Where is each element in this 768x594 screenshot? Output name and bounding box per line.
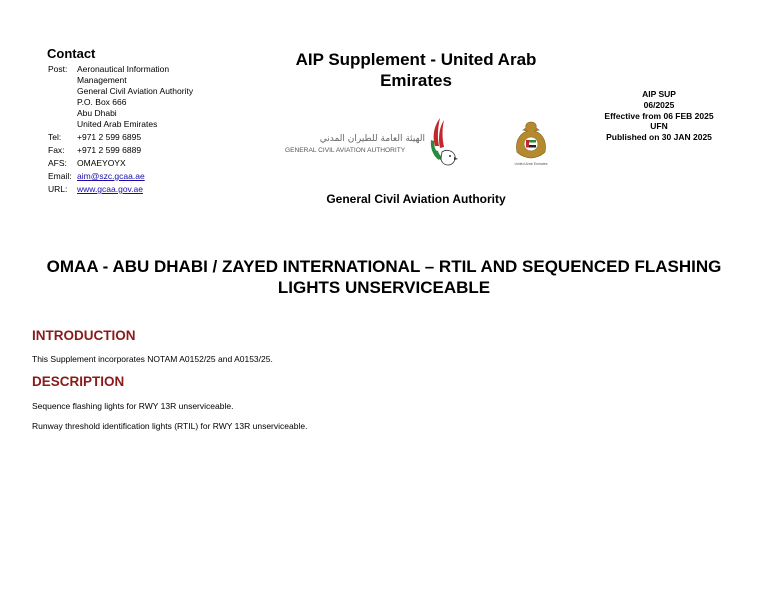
contact-label-afs: AFS: <box>48 158 67 168</box>
sup-ufn: UFN <box>650 121 668 132</box>
description-line-1: Sequence flashing lights for RWY 13R unserviceable. <box>32 401 234 411</box>
contact-block <box>47 46 247 195</box>
uae-emblem-icon <box>509 118 553 162</box>
email-link[interactable]: aim@szc.gcaa.ae <box>77 171 145 181</box>
contact-label-post: Post: <box>48 64 68 74</box>
contact-label-tel: Tel: <box>48 132 62 142</box>
url-link[interactable]: www.gcaa.gov.ae <box>77 184 143 194</box>
sup-label: AIP SUP <box>642 89 676 99</box>
aip-supplement-title: AIP Supplement - United Arab Emirates <box>295 50 537 90</box>
gcaa-logo <box>285 116 465 168</box>
gcaa-logo-arabic: الهيئة العامة للطيران المدني <box>319 134 425 144</box>
contact-value-fax: +971 2 599 6889 <box>77 145 142 155</box>
contact-label-email: Email: <box>48 171 72 181</box>
contact-value-afs: OMAEYOYX <box>77 158 126 168</box>
contact-row-afs <box>47 156 193 169</box>
introduction-text: This Supplement incorporates NOTAM A0152/25 and A0153/25. <box>32 354 273 364</box>
uae-emblem <box>509 118 553 168</box>
contact-value-post: Aeronautical Information Management General Civil Aviation Authority P.O. Box 666 Abu Dhabi United Arab Emirates <box>77 64 194 129</box>
contact-row-fax <box>47 143 193 156</box>
falcon-logo-icon <box>426 116 460 168</box>
authority-name: General Civil Aviation Authority <box>326 192 506 206</box>
contact-label-fax: Fax: <box>48 145 65 155</box>
gcaa-logo-english: GENERAL CIVIL AVIATION AUTHORITY <box>285 147 406 154</box>
introduction-heading: INTRODUCTION <box>32 328 136 343</box>
document-title: OMAA - ABU DHABI / ZAYED INTERNATIONAL – RTIL AND SEQUENCED FLASHING LIGHTS UNSERVICEABLE <box>46 257 722 297</box>
sup-number: 06/2025 <box>643 99 675 110</box>
contact-row-email <box>47 169 193 182</box>
contact-row-url <box>47 182 193 195</box>
contact-value-tel: +971 2 599 6895 <box>77 132 142 142</box>
contact-label-url: URL: <box>48 184 68 194</box>
sup-effective: Effective from 06 FEB 2025 <box>604 110 714 121</box>
sup-published: Published on 30 JAN 2025 <box>606 132 712 143</box>
aip-sup-info <box>604 89 714 143</box>
description-heading: DESCRIPTION <box>32 374 125 389</box>
description-line-2: Runway threshold identification lights (RTIL) for RWY 13R unserviceable. <box>32 421 308 431</box>
contact-row-tel <box>47 130 193 143</box>
emblem-caption: United Arab Emirates <box>514 162 548 166</box>
contact-row-post <box>47 64 193 130</box>
contact-title: Contact <box>47 46 96 61</box>
contact-table <box>47 64 193 195</box>
